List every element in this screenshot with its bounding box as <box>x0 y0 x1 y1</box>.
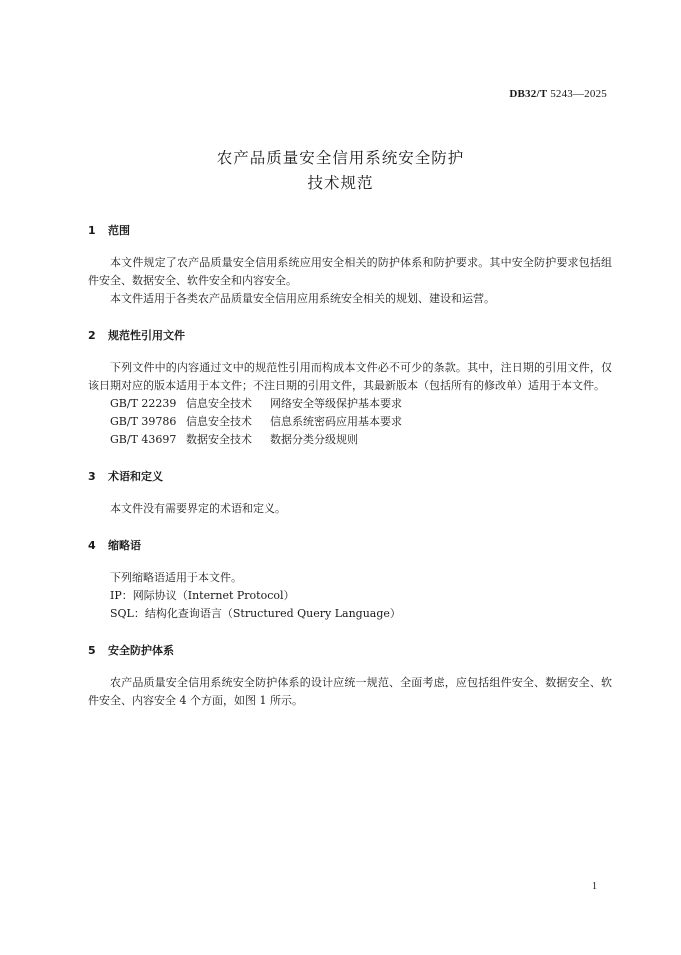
reference-category: 信息安全技术 <box>186 397 252 410</box>
reference-code: GB/T 43697 <box>110 433 177 446</box>
section-number: 5 <box>88 644 96 657</box>
section-scope <box>88 222 612 308</box>
section-title: 范围 <box>108 224 130 237</box>
section-number: 1 <box>88 224 96 237</box>
reference-item <box>88 395 612 413</box>
reference-item <box>88 431 612 449</box>
section-heading <box>88 642 612 660</box>
abbreviation-item: SQL：结构化查询语言（Structured Query Language） <box>110 607 401 620</box>
paragraph: 本文件适用于各类农产品质量安全信用应用系统安全相关的规划、建设和运营。 <box>110 292 495 305</box>
document-title <box>0 146 681 196</box>
section-number: 3 <box>88 470 96 483</box>
reference-code: GB/T 22239 <box>110 397 177 410</box>
reference-category: 数据安全技术 <box>186 433 252 446</box>
document-code-number: 5243—2025 <box>550 88 607 100</box>
reference-category: 信息安全技术 <box>186 415 252 428</box>
section-title: 术语和定义 <box>108 470 163 483</box>
document-code <box>509 88 607 100</box>
section-number: 4 <box>88 539 96 552</box>
reference-name: 数据分类分级规则 <box>270 433 358 446</box>
paragraph: 本文件规定了农产品质量安全信用系统应用安全相关的防护体系和防护要求。其中安全防护要求包括组件安全、数据安全、软件安全和内容安全。 <box>88 256 612 287</box>
section-abbreviations <box>88 537 612 623</box>
section-security-framework <box>88 642 612 710</box>
section-title: 规范性引用文件 <box>108 329 185 342</box>
reference-item <box>88 413 612 431</box>
section-title: 缩略语 <box>108 539 141 552</box>
paragraph: 农产品质量安全信用系统安全防护体系的设计应统一规范、全面考虑，应包括组件安全、数据安全、软件安全、内容安全 4 个方面，如图 1 所示。 <box>88 676 612 707</box>
reference-name: 网络安全等级保护基本要求 <box>270 397 402 410</box>
section-terms-definitions <box>88 468 612 518</box>
document-title-line2: 技术规范 <box>307 174 374 192</box>
page-number: 1 <box>592 881 597 892</box>
section-normative-references <box>88 327 612 449</box>
abbreviation-item: IP：网际协议（Internet Protocol） <box>110 589 295 602</box>
paragraph: 下列文件中的内容通过文中的规范性引用而构成本文件必不可少的条款。其中，注日期的引用文件，仅该日期对应的版本适用于本文件；不注日期的引用文件，其最新版本（包括所有的修改单）适用于本文件。 <box>88 361 612 392</box>
reference-name: 信息系统密码应用基本要求 <box>270 415 402 428</box>
section-heading <box>88 327 612 345</box>
document-code-prefix: DB32/T <box>509 88 548 100</box>
section-heading <box>88 468 612 486</box>
section-heading <box>88 537 612 555</box>
section-number: 2 <box>88 329 96 342</box>
paragraph: 下列缩略语适用于本文件。 <box>110 571 242 584</box>
section-heading <box>88 222 612 240</box>
document-body <box>88 222 612 729</box>
paragraph: 本文件没有需要界定的术语和定义。 <box>110 502 286 515</box>
section-title: 安全防护体系 <box>108 644 174 657</box>
document-title-line1: 农产品质量安全信用系统安全防护 <box>216 149 465 167</box>
reference-code: GB/T 39786 <box>110 415 177 428</box>
